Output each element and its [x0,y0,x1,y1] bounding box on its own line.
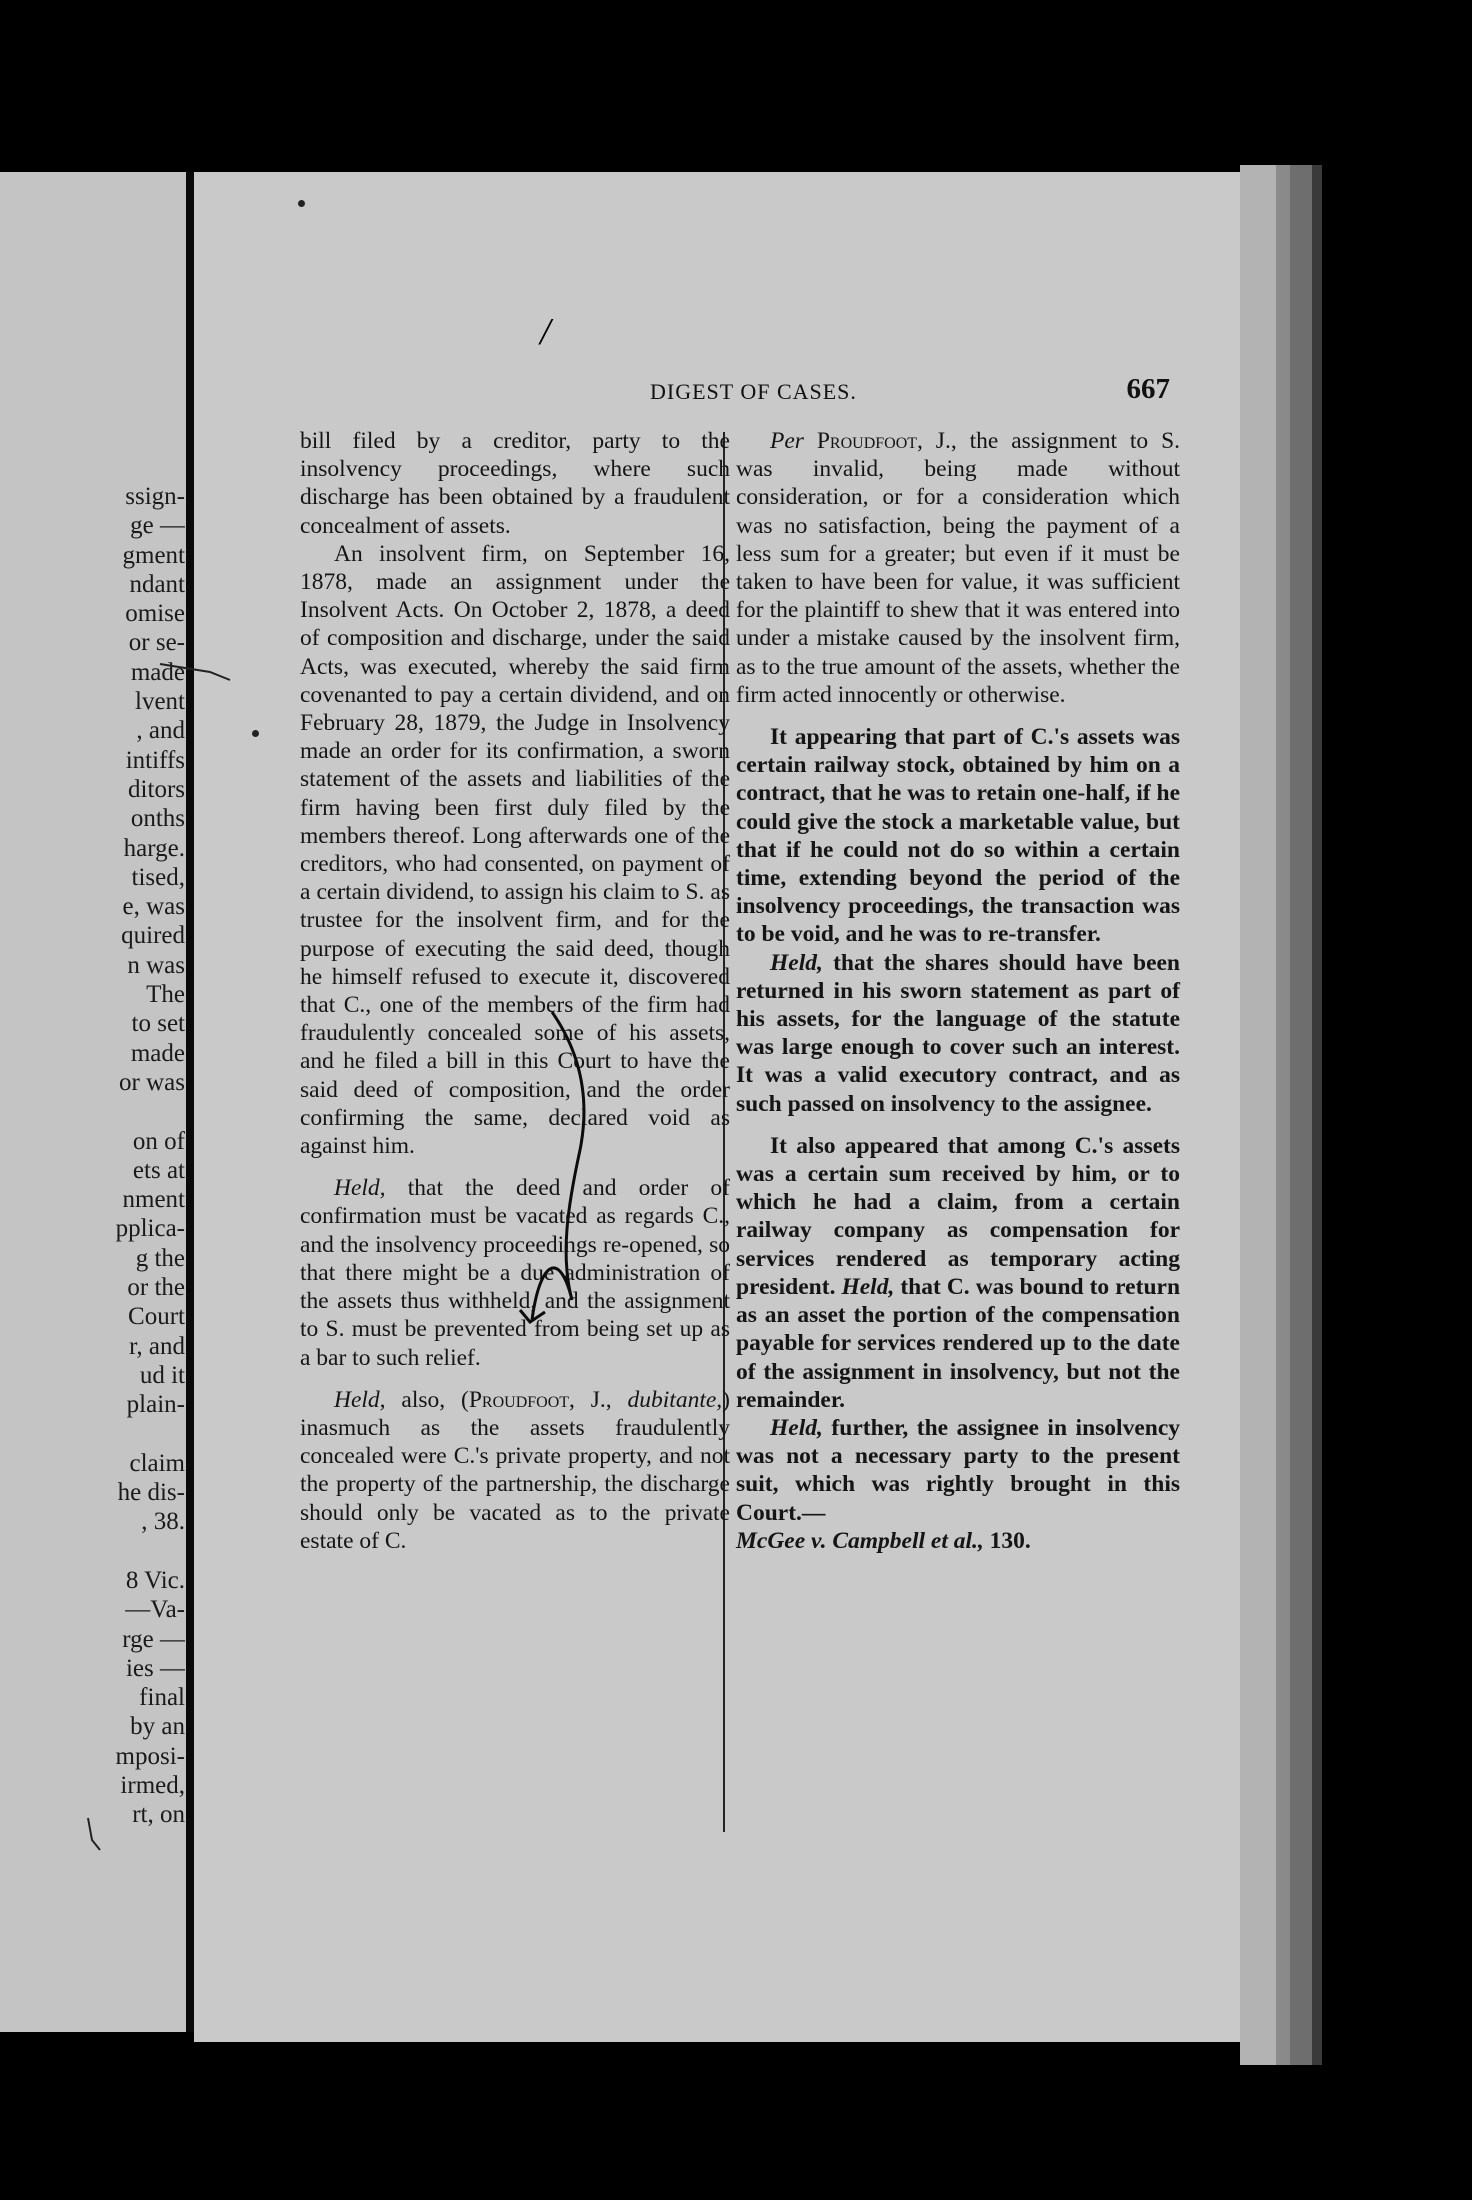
facing-page-line: e, was [122,893,185,921]
facing-page-line: g the [135,1244,185,1272]
facing-page-line: ndant [129,570,185,598]
facing-page-line: made [130,658,185,686]
paragraph-text: the assignment to S. was invalid, being made without consideration, or for a consideration which was no satisfaction, being the payment of a less sum for a greater; but even if it must be taken to have been for value, it was sufficient for the plaintiff to shew that it was entered into under a mistake caused by the insolvent firm, as to the true amount of the assets, whether the firm acted innocently or otherwise. [736,428,1181,708]
facing-page-line: or was [119,1068,185,1096]
facing-page-line: Court [128,1303,185,1331]
paragraph [736,1132,1180,1414]
judge-name: Proudfoot, J., [816,428,957,454]
left-column [300,427,730,1555]
page-edge [1290,165,1312,2065]
facing-page-line: irmed, [120,1772,185,1800]
facing-page-line: rt, on [132,1801,185,1829]
held-label: Held, [334,1175,386,1202]
facing-page-line: nment [122,1186,185,1214]
facing-page-line: or se- [128,629,185,657]
facing-page-line: lvent [135,688,185,716]
held-label: Held, [770,1414,823,1441]
book-gutter [186,172,194,2032]
paragraph-text: that the deed and order of confirmation must be vacated as regards C., and the insolvency proceedings re-opened, so that there might be a due administration of the assets thus withheld, and the assignment to S. must be prevented from being set up as a bar to such relief. [300,1175,730,1371]
facing-page-line: plain- [126,1391,185,1419]
facing-page-line: or the [127,1274,185,1302]
paragraph-text: It also appeared that among C.'s assets was a certain sum received by him, or to which he had a claim, from a certain railway company as compensation for services rendered as temporary acting president. [736,1132,1180,1300]
facing-page-line: made [130,1039,185,1067]
held-label: Held, [770,949,823,976]
facing-page-line: r, and [129,1332,185,1360]
paragraph: It appearing that part of C.'s assets was certain railway stock, obtained by him on a contract, that he was to retain one-half, if he could give the stock a marketable value, but that if he could not do so within a certain time, extending beyond the period of the insolvency proceedings, the transaction was to be void, and he was to re-transfer. [736,724,1180,948]
facing-page-line: n was [127,951,185,979]
dubitante: dubitante, [627,1386,723,1413]
facing-page-line: , and [136,717,185,745]
page-edge [1312,165,1322,2065]
paragraph [736,949,1180,1118]
facing-page-line: by an [130,1713,185,1741]
facing-page-line: rge — [122,1625,185,1653]
right-column [736,427,1180,1555]
facing-page-line: tised, [131,863,185,891]
pencil-tick-mark: / [540,311,551,353]
facing-page-line: omise [125,600,185,628]
facing-page-line: 8 Vic. [125,1566,185,1594]
facing-page-line: ssign- [125,483,185,510]
page-header [650,373,1170,413]
paragraph [300,1174,730,1371]
paragraph-text: that C. was bound to return as an asset the portion of the compensation payable for services rendered up to the date of the assignment in insolvency, but not the remainder. [736,1273,1181,1413]
facing-page-line: he dis- [117,1479,185,1507]
paragraph [300,1386,730,1555]
facing-page-line: pplica- [115,1215,185,1243]
paragraph-text: further, the assignee in insolvency was not a necessary party to the present suit, which was rightly brought in this Court.— [736,1414,1180,1526]
paragraph: bill filed by a creditor, party to the insolvency proceedings, where such discharge has been obtained by a fraudulent concealment of assets. [300,428,730,539]
facing-page-line: The [146,981,185,1009]
facing-page-line: claim [129,1449,185,1477]
facing-page-line: ud it [139,1361,185,1389]
facing-page-line: harge. [123,834,185,862]
page-edge [1276,165,1290,2065]
paragraph: An insolvent firm, on September 16, 1878, made an assignment under the Insolvent Acts. On October 2, 1878, a deed of composition and discharge, under the said Acts, was executed, whereby the said firm covenanted to pay a certain dividend, and on February 28, 1879, the Judge in Insolvency made an order for its confirmation, a sworn statement of the assets and liabilities of the firm having been first duly filed by the members thereof. Long afterwards one of the creditors, who had consented, on payment of a certain dividend, to assign his claim to S. as trustee for the insolvent firm, and for the purpose of executing the said deed, though he himself refused to execute it, discovered that C., one of the members of the firm had fraudulently concealed some of his assets, and he filed a bill in this Court to have the said deed of composition, and the order confirming the same, declared void as against him. [300,540,730,1160]
speck [298,200,305,207]
facing-page-line: final [139,1684,185,1712]
facing-page-text [0,482,185,1830]
facing-page-line: gment [122,541,185,569]
paragraph [736,1414,1180,1555]
judge-name: Proudfoot, J., [468,1386,612,1413]
per-label: Per [770,428,804,454]
paragraph-text: that the shares should have been returned in his sworn statement as part of his assets, for the language of the statute was large enough to cover such an interest. It was a valid executory contract, and as such passed on insolvency to the assignee. [736,949,1181,1117]
facing-page-line: mposi- [115,1742,185,1770]
paragraph-text: also, ( [401,1386,469,1413]
facing-page-line: ditors [128,775,185,803]
facing-page-line: ge — [130,512,185,540]
facing-page-line: quired [121,922,185,950]
facing-page-line: ies — [125,1654,185,1682]
facing-page-line: on of [132,1127,185,1155]
facing-page-line [0,1097,185,1126]
facing-page-line: intiffs [125,746,185,774]
paragraph-text: ) inasmuch as the assets fraudulently concealed were C.'s private property, and not the property of the partnership, the discharge should only be vacated as to the private estate of C. [300,1386,730,1554]
facing-page-line: —Va- [125,1596,185,1624]
case-citation: McGee v. Campbell et al., [736,1527,984,1554]
facing-page-line: ets at [132,1156,185,1184]
page-number: 667 [1126,373,1170,405]
facing-page-line [0,1537,185,1566]
facing-page-line [0,1420,185,1449]
facing-page-edge [0,172,190,2032]
held-label: Held, [841,1273,895,1300]
speck [252,730,259,737]
held-label: Held, [334,1386,386,1413]
facing-page-line: onths [130,805,185,833]
facing-page-line: to set [131,1010,185,1038]
page-edge [1240,165,1276,2065]
running-head: DIGEST OF CASES. [650,379,857,404]
paragraph [736,427,1180,709]
case-page: 130. [989,1527,1031,1554]
facing-page-line: , 38. [141,1508,185,1536]
